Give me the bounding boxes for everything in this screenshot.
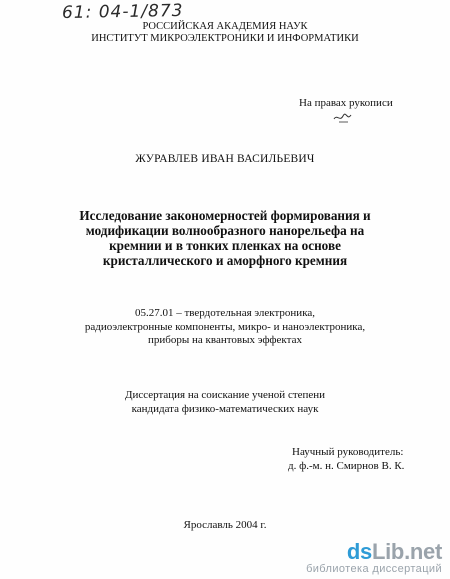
specialty-block <box>40 307 410 348</box>
city-year: Ярославль 2004 г. <box>183 519 267 531</box>
signature-icon <box>332 110 354 126</box>
author-name: ЖУРАВЛЕВ ИВАН ВАСИЛЬЕВИЧ <box>135 153 315 165</box>
degree-line: кандидата физико-математических наук <box>131 402 319 415</box>
degree-line: Диссертация на соискание ученой степени <box>124 389 326 401</box>
degree-block <box>40 389 410 416</box>
watermark-brand-ds: ds <box>346 539 372 564</box>
dissertation-title <box>40 208 410 268</box>
watermark-tagline: библиотека диссертаций <box>306 563 442 575</box>
specialty-line: 05.27.01 – твердотельная электроника, <box>134 307 316 319</box>
dslib-watermark <box>306 541 442 575</box>
title-line: кремнии и в тонких пленках на основе <box>109 238 341 253</box>
watermark-brand-lib: Lib.net <box>371 539 442 564</box>
title-line: Исследование закономерностей формирования и <box>79 208 371 223</box>
manuscript-note: На правах рукописи <box>299 97 393 109</box>
advisor-name: д. ф.-м. н. Смирнов В. К. <box>288 460 405 472</box>
archive-stamp: 61: 04-1/873 <box>61 0 184 24</box>
title-line: модификации волнообразного нанорельефа на <box>85 223 365 238</box>
specialty-line: радиоэлектронные компоненты, микро- и наноэлектроника, <box>84 320 366 333</box>
advisor-block <box>288 445 404 473</box>
specialty-line: приборы на квантовых эффектах <box>148 334 302 346</box>
institute-name: ИНСТИТУТ МИКРОЭЛЕКТРОНИКИ И ИНФОРМАТИКИ <box>91 33 359 44</box>
academy-name: РОССИЙСКАЯ АКАДЕМИЯ НАУК <box>142 21 308 32</box>
title-line: кристаллического и аморфного кремния <box>102 253 348 268</box>
advisor-label: Научный руководитель: <box>292 446 404 458</box>
watermark-brand <box>306 541 442 563</box>
